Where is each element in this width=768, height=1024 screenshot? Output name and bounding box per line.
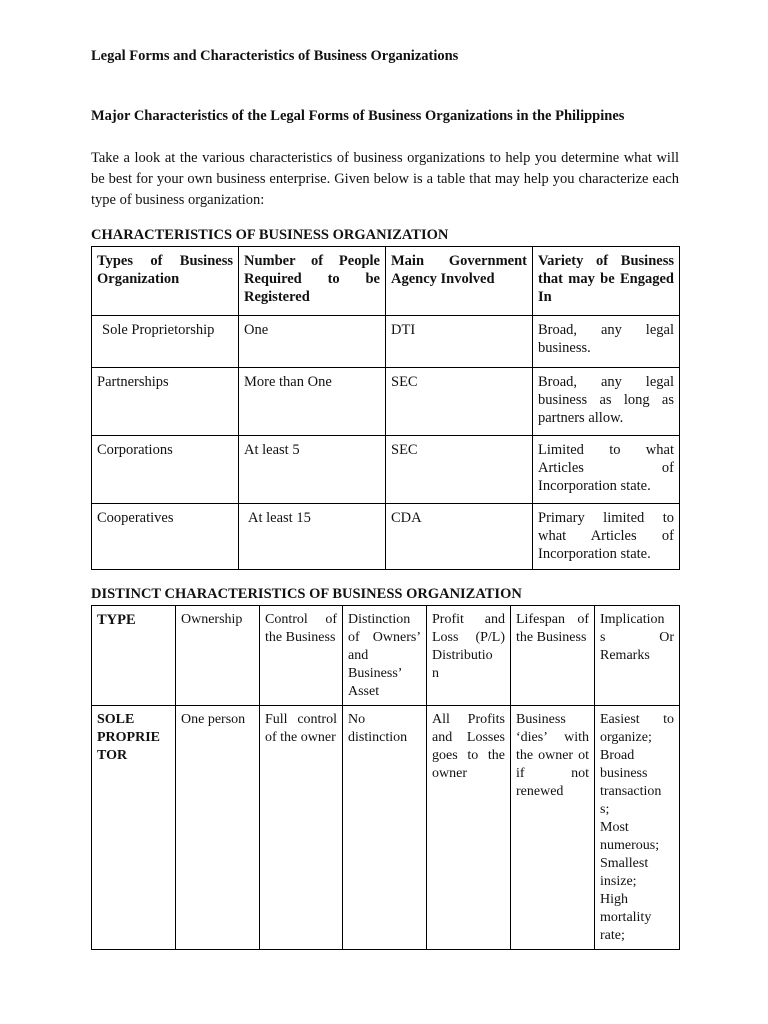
document-page: [91, 46, 679, 950]
table-row: [92, 316, 680, 368]
column-header: Number of People Required to be Registered: [239, 247, 386, 316]
table-cell: One: [239, 316, 386, 368]
table-cell: At least 5: [239, 436, 386, 504]
column-header: TYPE: [92, 606, 176, 706]
table-header-row: [92, 606, 680, 706]
table-row: [92, 504, 680, 570]
table2-title: DISTINCT CHARACTERISTICS OF BUSINESS ORGANIZATION: [91, 586, 522, 602]
document-subtitle: Major Characteristics of the Legal Forms of Business Organizations in the Philippines: [91, 108, 625, 124]
table-cell: Full control of the owner: [260, 706, 343, 950]
table-cell: CDA: [386, 504, 533, 570]
column-header: Distinction of Owners’ and Business’ Asset: [343, 606, 427, 706]
table-cell: Sole Proprietorship: [92, 316, 239, 368]
table-cell: Easiest to organize; Broad business transaction s; Most numerous; Smallest insize; High mortality rate;: [595, 706, 680, 950]
table-cell: Partnerships: [92, 368, 239, 436]
column-header: Variety of Business that may be Engaged In: [533, 247, 680, 316]
table-cell: All Profits and Losses goes to the owner: [427, 706, 511, 950]
table-cell: No distinction: [343, 706, 427, 950]
table-row: [92, 368, 680, 436]
table1-title: CHARACTERISTICS OF BUSINESS ORGANIZATION: [91, 227, 449, 243]
characteristics-table: [91, 246, 680, 570]
table-cell: Limited to what Articles of Incorporation state.: [533, 436, 680, 504]
column-header: Implication s Or Remarks: [595, 606, 680, 706]
table-cell: Corporations: [92, 436, 239, 504]
table-cell: Cooperatives: [92, 504, 239, 570]
table-row: [92, 706, 680, 950]
intro-paragraph: Take a look at the various characteristics of business organizations to help you determine what will be best for your own business enterprise. Given below is a table that may help you characterize each type of business organization:: [91, 150, 679, 208]
table-cell: Broad, any legal business.: [533, 316, 680, 368]
table-cell: SEC: [386, 368, 533, 436]
table-cell: SOLE PROPRIE TOR: [92, 706, 176, 950]
table-cell: Primary limited to what Articles of Incorporation state.: [533, 504, 680, 570]
table-cell: DTI: [386, 316, 533, 368]
column-header: Ownership: [176, 606, 260, 706]
table-row: [92, 436, 680, 504]
table-cell: SEC: [386, 436, 533, 504]
table-cell: At least 15: [239, 504, 386, 570]
table-cell: Broad, any legal business as long as partners allow.: [533, 368, 680, 436]
table-cell: One person: [176, 706, 260, 950]
table-cell: More than One: [239, 368, 386, 436]
column-header: Main Government Agency Involved: [386, 247, 533, 316]
column-header: Profit and Loss (P/L) Distributio n: [427, 606, 511, 706]
distinct-characteristics-table: [91, 605, 680, 950]
column-header: Types of Business Organization: [92, 247, 239, 316]
column-header: Control of the Business: [260, 606, 343, 706]
table-header-row: [92, 247, 680, 316]
column-header: Lifespan of the Business: [511, 606, 595, 706]
table-cell: Business ‘dies’ with the owner ot if not renewed: [511, 706, 595, 950]
document-title: Legal Forms and Characteristics of Business Organizations: [91, 48, 459, 64]
